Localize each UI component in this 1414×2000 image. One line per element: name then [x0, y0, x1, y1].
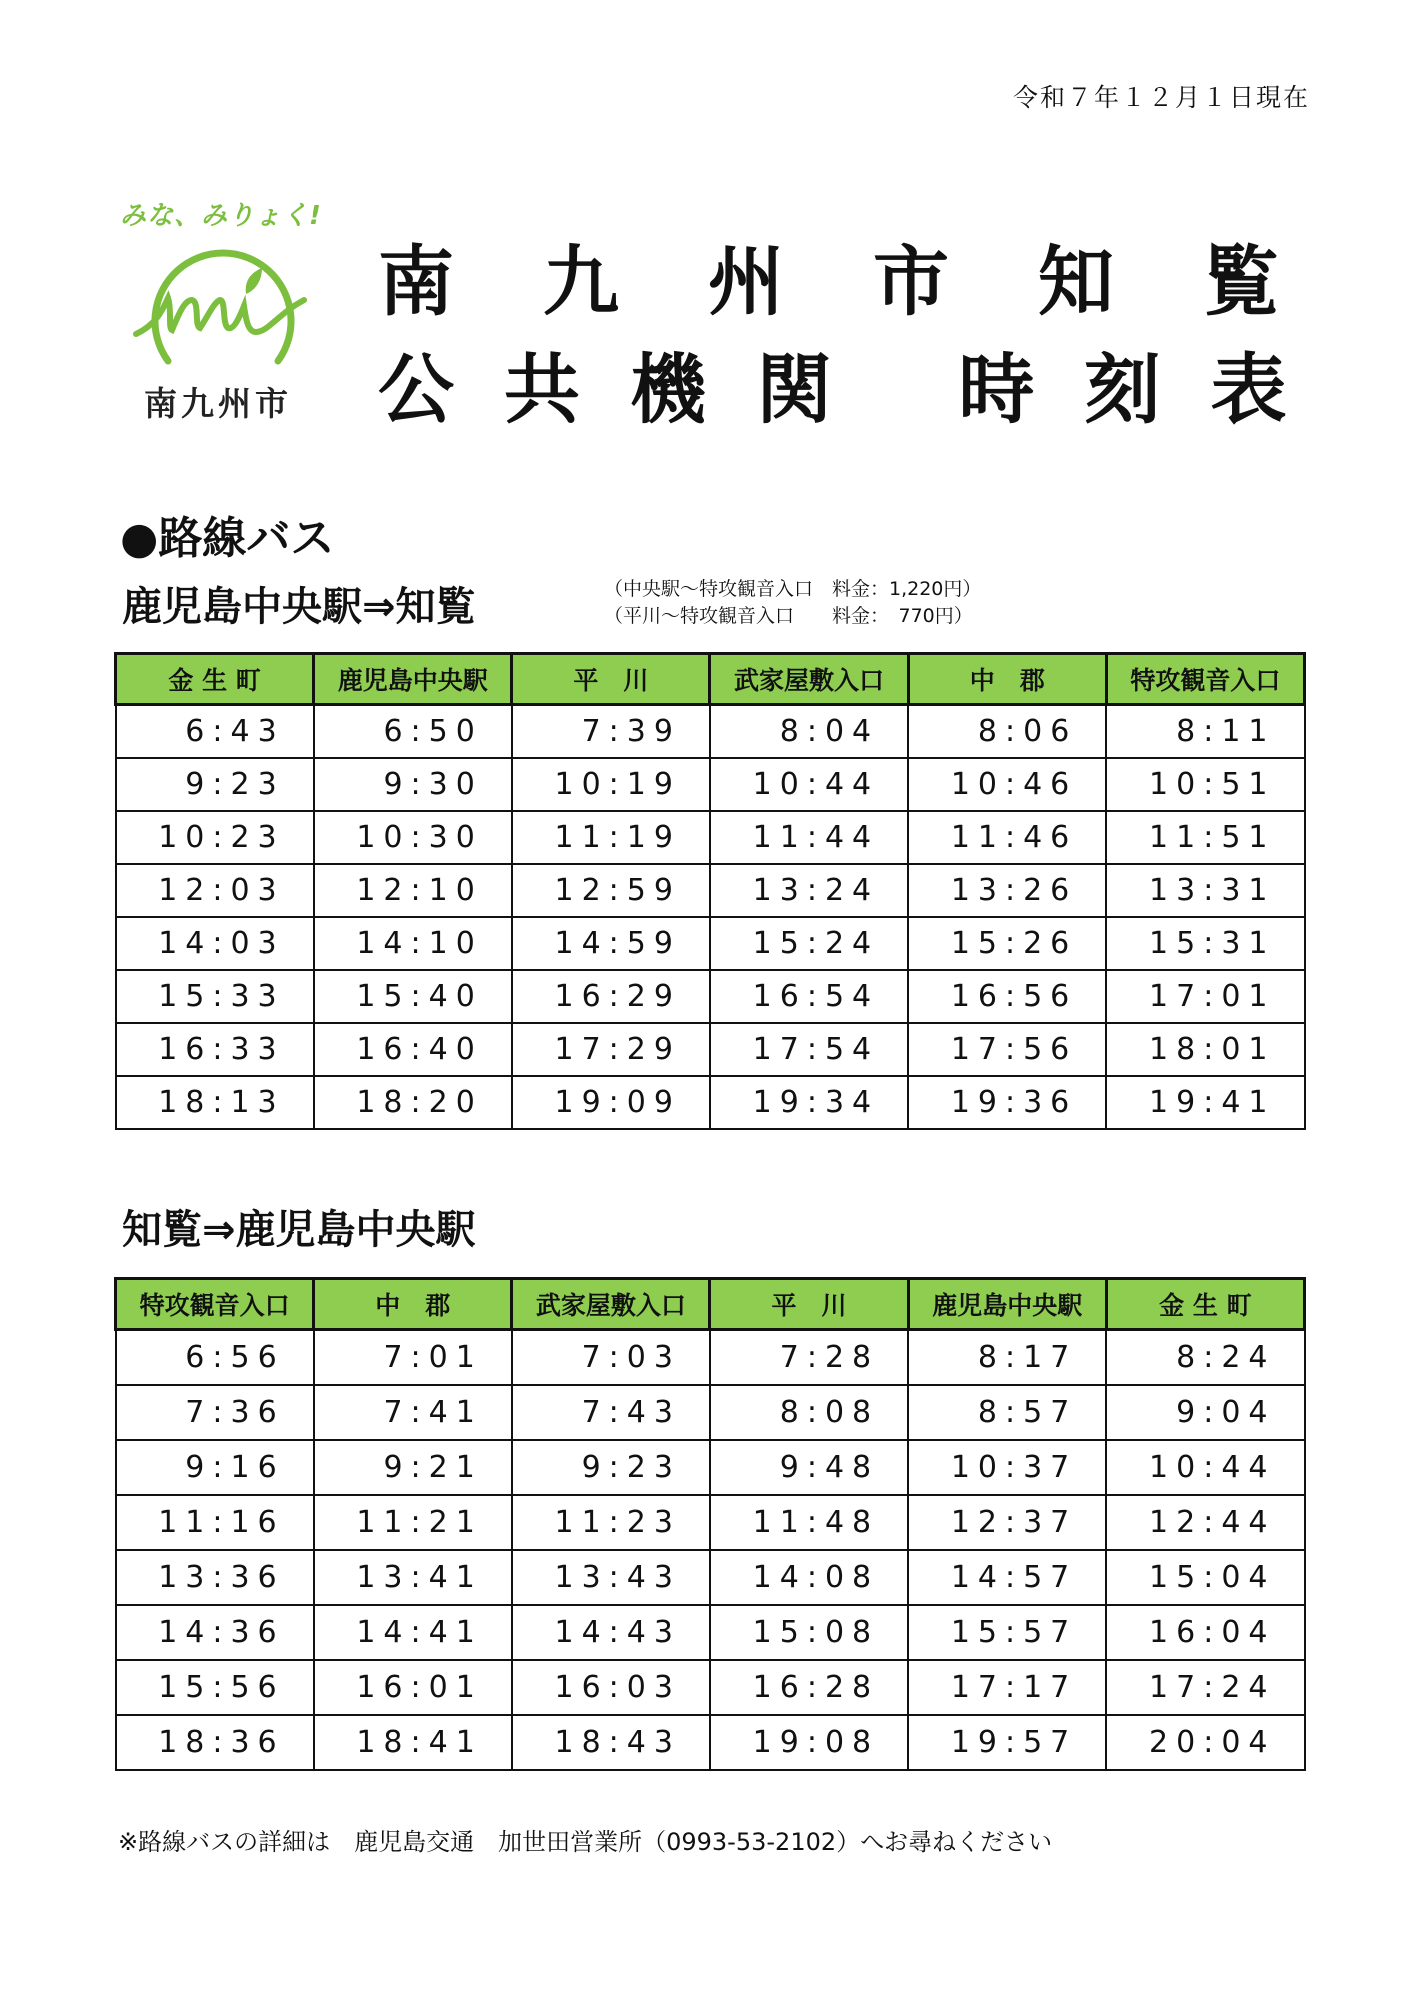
time-cell: 10:46: [908, 758, 1106, 811]
time-cell: 17:17: [908, 1660, 1106, 1715]
time-cell: 9:48: [710, 1440, 908, 1495]
time-cell: 6:56: [116, 1330, 314, 1386]
time-cell: 15:31: [1106, 917, 1304, 970]
time-cell: 8:11: [1106, 705, 1304, 759]
time-cell: 12:37: [908, 1495, 1106, 1550]
table-row: [116, 1660, 1305, 1715]
time-cell: 7:03: [512, 1330, 710, 1386]
table-header-row: [116, 654, 1305, 705]
time-cell: 7:36: [116, 1385, 314, 1440]
time-cell: 14:57: [908, 1550, 1106, 1605]
time-cell: 15:40: [314, 970, 512, 1023]
time-cell: 20:04: [1106, 1715, 1304, 1770]
table-row: [116, 1550, 1305, 1605]
column-header: 平 川: [512, 654, 710, 705]
fare-line: （中央駅～特攻観音入口 料金：1,220円）: [604, 578, 982, 600]
column-header: 金 生 町: [116, 654, 314, 705]
table-row: [116, 864, 1305, 917]
time-cell: 14:03: [116, 917, 314, 970]
time-cell: 17:29: [512, 1023, 710, 1076]
column-header: 特攻観音入口: [1106, 654, 1304, 705]
time-cell: 16:54: [710, 970, 908, 1023]
time-cell: 18:36: [116, 1715, 314, 1770]
time-cell: 14:43: [512, 1605, 710, 1660]
time-cell: 13:43: [512, 1550, 710, 1605]
time-cell: 11:23: [512, 1495, 710, 1550]
time-cell: 11:48: [710, 1495, 908, 1550]
time-cell: 16:40: [314, 1023, 512, 1076]
time-cell: 7:01: [314, 1330, 512, 1386]
time-cell: 15:57: [908, 1605, 1106, 1660]
table-row: [116, 1076, 1305, 1129]
title-line-1: 南九州市知覧: [378, 237, 1368, 326]
fare-line: （平川～特攻観音入口 料金： 770円）: [604, 605, 973, 627]
table-row: [116, 705, 1305, 759]
table-row: [116, 1330, 1305, 1386]
city-logo: [120, 195, 330, 425]
time-cell: 18:43: [512, 1715, 710, 1770]
table-row: [116, 1385, 1305, 1440]
time-cell: 14:41: [314, 1605, 512, 1660]
time-cell: 19:34: [710, 1076, 908, 1129]
time-cell: 6:50: [314, 705, 512, 759]
time-cell: 10:51: [1106, 758, 1304, 811]
time-cell: 15:24: [710, 917, 908, 970]
page-title: [378, 228, 1368, 444]
time-cell: 7:39: [512, 705, 710, 759]
time-cell: 9:21: [314, 1440, 512, 1495]
column-header: 金 生 町: [1106, 1279, 1304, 1330]
time-cell: 17:01: [1106, 970, 1304, 1023]
time-cell: 8:17: [908, 1330, 1106, 1386]
column-header: 武家屋敷入口: [512, 1279, 710, 1330]
time-cell: 12:10: [314, 864, 512, 917]
column-header: 武家屋敷入口: [710, 654, 908, 705]
time-cell: 16:33: [116, 1023, 314, 1076]
time-cell: 19:57: [908, 1715, 1106, 1770]
table-row: [116, 1440, 1305, 1495]
time-cell: 14:36: [116, 1605, 314, 1660]
time-cell: 13:26: [908, 864, 1106, 917]
column-header: 平 川: [710, 1279, 908, 1330]
time-cell: 16:01: [314, 1660, 512, 1715]
time-cell: 11:21: [314, 1495, 512, 1550]
time-cell: 10:44: [710, 758, 908, 811]
logo-slogan: みな、みりょく!: [120, 201, 322, 231]
time-cell: 10:30: [314, 811, 512, 864]
time-cell: 18:41: [314, 1715, 512, 1770]
time-cell: 10:44: [1106, 1440, 1304, 1495]
time-cell: 14:10: [314, 917, 512, 970]
table-row: [116, 1495, 1305, 1550]
time-cell: 19:36: [908, 1076, 1106, 1129]
time-cell: 10:19: [512, 758, 710, 811]
time-cell: 12:44: [1106, 1495, 1304, 1550]
time-cell: 11:46: [908, 811, 1106, 864]
time-cell: 9:04: [1106, 1385, 1304, 1440]
fare-info: [604, 576, 981, 630]
column-header: 鹿児島中央駅: [908, 1279, 1106, 1330]
time-cell: 18:13: [116, 1076, 314, 1129]
time-cell: 16:56: [908, 970, 1106, 1023]
footer-note: ※路線バスの詳細は 鹿児島交通 加世田営業所（0993-53-2102）へお尋ねください: [118, 1828, 1053, 1856]
table-header-row: [116, 1279, 1305, 1330]
time-cell: 13:24: [710, 864, 908, 917]
time-cell: 8:06: [908, 705, 1106, 759]
as-of-date: 令和７年１２月１日現在: [1012, 83, 1310, 112]
outbound-route-title: 鹿児島中央駅⇒知覧: [122, 584, 476, 630]
time-cell: 11:16: [116, 1495, 314, 1550]
time-cell: 10:23: [116, 811, 314, 864]
time-cell: 16:28: [710, 1660, 908, 1715]
time-cell: 13:31: [1106, 864, 1304, 917]
time-cell: 7:28: [710, 1330, 908, 1386]
time-cell: 15:56: [116, 1660, 314, 1715]
time-cell: 8:08: [710, 1385, 908, 1440]
table-row: [116, 758, 1305, 811]
time-cell: 11:44: [710, 811, 908, 864]
column-header: 鹿児島中央駅: [314, 654, 512, 705]
logo-city-name: 南九州市: [144, 384, 292, 423]
time-cell: 12:03: [116, 864, 314, 917]
table-row: [116, 811, 1305, 864]
time-cell: 17:54: [710, 1023, 908, 1076]
table-row: [116, 1605, 1305, 1660]
time-cell: 15:08: [710, 1605, 908, 1660]
time-cell: 13:41: [314, 1550, 512, 1605]
time-cell: 17:56: [908, 1023, 1106, 1076]
time-cell: 9:16: [116, 1440, 314, 1495]
time-cell: 9:23: [116, 758, 314, 811]
table-row: [116, 917, 1305, 970]
time-cell: 19:41: [1106, 1076, 1304, 1129]
outbound-timetable: [114, 652, 1306, 1130]
time-cell: 19:08: [710, 1715, 908, 1770]
table-row: [116, 1715, 1305, 1770]
time-cell: 13:36: [116, 1550, 314, 1605]
time-cell: 8:24: [1106, 1330, 1304, 1386]
time-cell: 15:33: [116, 970, 314, 1023]
column-header: 中 郡: [908, 654, 1106, 705]
time-cell: 14:59: [512, 917, 710, 970]
table-row: [116, 1023, 1305, 1076]
time-cell: 10:37: [908, 1440, 1106, 1495]
time-cell: 15:26: [908, 917, 1106, 970]
time-cell: 17:24: [1106, 1660, 1304, 1715]
time-cell: 11:51: [1106, 811, 1304, 864]
time-cell: 12:59: [512, 864, 710, 917]
time-cell: 8:04: [710, 705, 908, 759]
time-cell: 18:01: [1106, 1023, 1304, 1076]
time-cell: 15:04: [1106, 1550, 1304, 1605]
time-cell: 6:43: [116, 705, 314, 759]
time-cell: 19:09: [512, 1076, 710, 1129]
column-header: 中 郡: [314, 1279, 512, 1330]
time-cell: 11:19: [512, 811, 710, 864]
time-cell: 18:20: [314, 1076, 512, 1129]
time-cell: 7:41: [314, 1385, 512, 1440]
inbound-timetable: [114, 1277, 1306, 1771]
inbound-route-title: 知覧⇒鹿児島中央駅: [122, 1207, 476, 1253]
mi-logo-icon: [128, 236, 318, 376]
time-cell: 16:29: [512, 970, 710, 1023]
time-cell: 14:08: [710, 1550, 908, 1605]
title-line-2: 公共機関 時刻表: [378, 345, 1337, 434]
time-cell: 8:57: [908, 1385, 1106, 1440]
section-title: ●路線バス: [120, 513, 335, 564]
time-cell: 7:43: [512, 1385, 710, 1440]
column-header: 特攻観音入口: [116, 1279, 314, 1330]
time-cell: 16:03: [512, 1660, 710, 1715]
table-row: [116, 970, 1305, 1023]
time-cell: 9:23: [512, 1440, 710, 1495]
time-cell: 16:04: [1106, 1605, 1304, 1660]
time-cell: 9:30: [314, 758, 512, 811]
